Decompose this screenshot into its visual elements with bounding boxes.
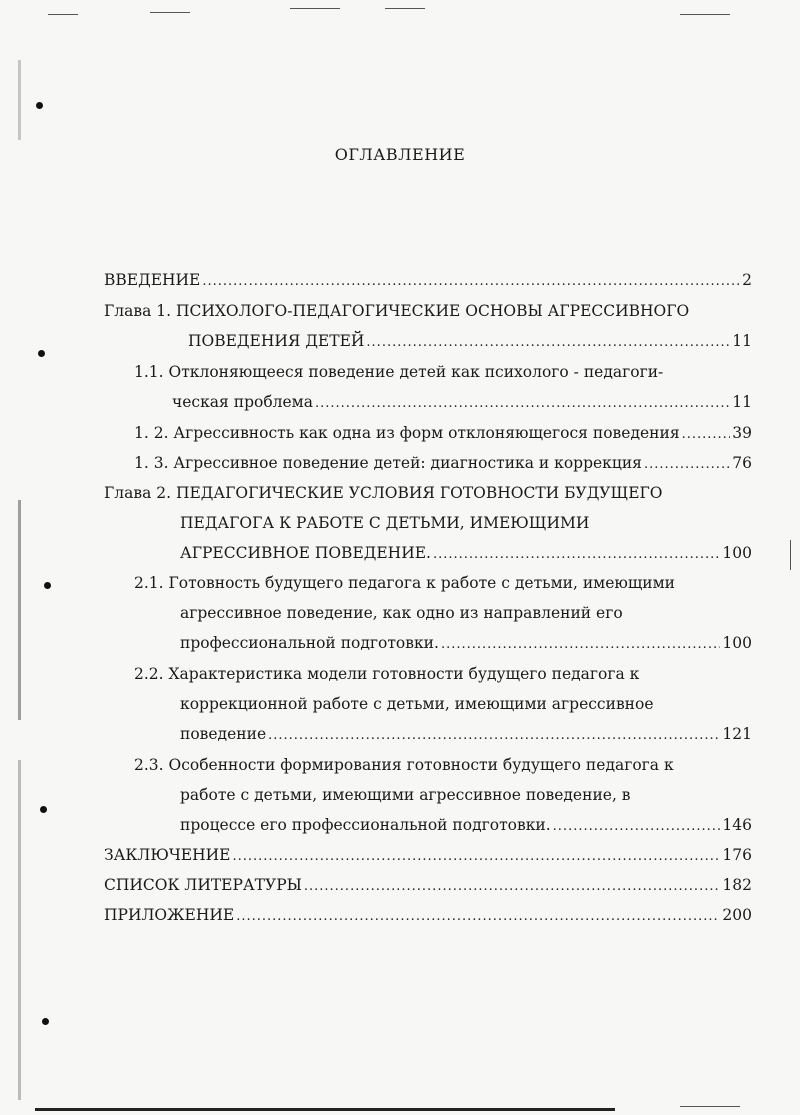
toc-entry-text: СПИСОК ЛИТЕРАТУРЫ bbox=[104, 876, 302, 894]
toc-entry-conclusion bbox=[104, 845, 752, 867]
toc-entry-text: АГРЕССИВНОЕ ПОВЕДЕНИЕ. bbox=[180, 544, 431, 562]
toc-entry-text: Глава 1. ПСИХОЛОГО-ПЕДАГОГИЧЕСКИЕ ОСНОВЫ АГРЕССИВНОГО bbox=[104, 302, 690, 320]
dot-leader bbox=[553, 817, 721, 837]
toc-entry-text: 2.3. Особенности формирования готовности будущего педагога к bbox=[134, 756, 674, 774]
dot-leader bbox=[366, 333, 730, 353]
toc-entry-text: 2.1. Готовность будущего педагога к работе с детьми, имеющими bbox=[134, 574, 676, 592]
toc-page-number: 2 bbox=[742, 271, 752, 289]
dot-leader bbox=[236, 907, 720, 927]
toc-page-number: 39 bbox=[732, 424, 752, 442]
scan-artifact-bottom bbox=[35, 1108, 615, 1111]
toc-entry-chapter-2 bbox=[180, 543, 752, 565]
dot-leader bbox=[315, 394, 730, 414]
scan-artifact-top-5 bbox=[680, 14, 730, 15]
punch-hole-1 bbox=[36, 102, 43, 109]
toc-entry-text: агрессивное поведение, как одно из направлений его bbox=[180, 604, 623, 622]
dot-leader bbox=[232, 847, 720, 867]
toc-entry-text: ПОВЕДЕНИЯ ДЕТЕЙ bbox=[188, 332, 365, 350]
punch-hole-3 bbox=[44, 582, 51, 589]
toc-page-number: 76 bbox=[732, 454, 752, 472]
toc-entry-text: профессиональной подготовки. bbox=[180, 634, 439, 652]
toc-entry-section-2-2 bbox=[180, 724, 752, 746]
toc-entry-text: коррекционной работе с детьми, имеющими агрессивное bbox=[180, 695, 654, 713]
toc-entry-section-1-3 bbox=[134, 453, 752, 475]
toc-entry-text: работе с детьми, имеющими агрессивное поведение, в bbox=[180, 786, 631, 804]
dot-leader bbox=[441, 635, 720, 655]
toc-entry-text: поведение bbox=[180, 725, 267, 743]
toc-entry-text: процессе его профессиональной подготовки. bbox=[180, 816, 551, 834]
dot-leader bbox=[644, 455, 730, 475]
toc-entry-text: ВВЕДЕНИЕ bbox=[104, 271, 201, 289]
scan-artifact-left-edge-3 bbox=[18, 760, 21, 1100]
dot-leader bbox=[202, 272, 740, 292]
page-title: ОГЛАВЛЕНИЕ bbox=[334, 145, 466, 164]
toc-page-number: 11 bbox=[732, 393, 752, 411]
toc-page-number: 176 bbox=[722, 846, 752, 864]
toc-entry-text: ческая проблема bbox=[172, 393, 313, 411]
dot-leader bbox=[268, 726, 720, 746]
toc-entry-introduction bbox=[104, 270, 752, 292]
toc-entry-chapter-2-line-1 bbox=[104, 483, 662, 503]
toc-page-number: 100 bbox=[722, 544, 752, 562]
scan-artifact-top-4 bbox=[385, 8, 425, 9]
toc-entry-text: 2.2. Характеристика модели готовности будущего педагога к bbox=[134, 665, 640, 683]
scan-artifact-left-edge-2 bbox=[18, 500, 21, 720]
toc-entry-text: 1. 3. Агрессивное поведение детей: диагностика и коррекция bbox=[134, 454, 642, 472]
toc-entry-text: ЗАКЛЮЧЕНИЕ bbox=[104, 846, 231, 864]
toc-entry-section-2-1-line-1 bbox=[134, 573, 675, 593]
toc-entry-chapter-2-line-2 bbox=[180, 513, 589, 533]
toc-page-number: 100 bbox=[722, 634, 752, 652]
toc-entry-section-1-1 bbox=[172, 392, 752, 414]
toc-page-number: 11 bbox=[732, 332, 752, 350]
toc-entry-section-2-2-line-1 bbox=[134, 664, 639, 684]
dot-leader bbox=[433, 545, 720, 565]
toc-entry-references bbox=[104, 875, 752, 897]
toc-entry-text: 1.1. Отклоняющееся поведение детей как психолого - педагоги- bbox=[134, 363, 664, 381]
toc-page-number: 200 bbox=[722, 906, 752, 924]
toc-entry-section-1-2 bbox=[134, 423, 752, 445]
toc-entry-chapter-1 bbox=[188, 331, 752, 353]
scan-artifact-top-2 bbox=[150, 12, 190, 13]
toc-page-number: 182 bbox=[722, 876, 752, 894]
toc-entry-text: 1. 2. Агрессивность как одна из форм отклоняющегося поведения bbox=[134, 424, 680, 442]
dot-leader bbox=[682, 425, 731, 445]
toc-page-number: 146 bbox=[722, 816, 752, 834]
toc-entry-section-2-3 bbox=[180, 815, 752, 837]
scan-artifact-top-1 bbox=[48, 14, 78, 15]
scan-artifact-top-3 bbox=[290, 8, 340, 9]
toc-page-number: 121 bbox=[722, 725, 752, 743]
punch-hole-5 bbox=[42, 1018, 49, 1025]
toc-entry-text: ПЕДАГОГА К РАБОТЕ С ДЕТЬМИ, ИМЕЮЩИМИ bbox=[180, 514, 590, 532]
punch-hole-4 bbox=[40, 806, 47, 813]
toc-entry-section-2-1-line-2 bbox=[180, 603, 623, 623]
toc-entry-appendix bbox=[104, 905, 752, 927]
toc-entry-section-2-2-line-2 bbox=[180, 694, 654, 714]
dot-leader bbox=[304, 877, 721, 897]
toc-entry-section-1-1-line-1 bbox=[134, 362, 663, 382]
punch-hole-2 bbox=[38, 350, 45, 357]
toc-entry-chapter-1-line-1 bbox=[104, 301, 689, 321]
scan-artifact-left-edge-1 bbox=[18, 60, 21, 140]
toc-entry-section-2-1 bbox=[180, 633, 752, 655]
toc-entry-text: ПРИЛОЖЕНИЕ bbox=[104, 906, 235, 924]
scan-artifact-right-edge bbox=[790, 540, 791, 570]
toc-entry-section-2-3-line-1 bbox=[134, 755, 674, 775]
toc-entry-text: Глава 2. ПЕДАГОГИЧЕСКИЕ УСЛОВИЯ ГОТОВНОСТИ БУДУЩЕГО bbox=[104, 484, 663, 502]
toc-entry-section-2-3-line-2 bbox=[180, 785, 631, 805]
scan-artifact-bottom-2 bbox=[680, 1106, 740, 1107]
